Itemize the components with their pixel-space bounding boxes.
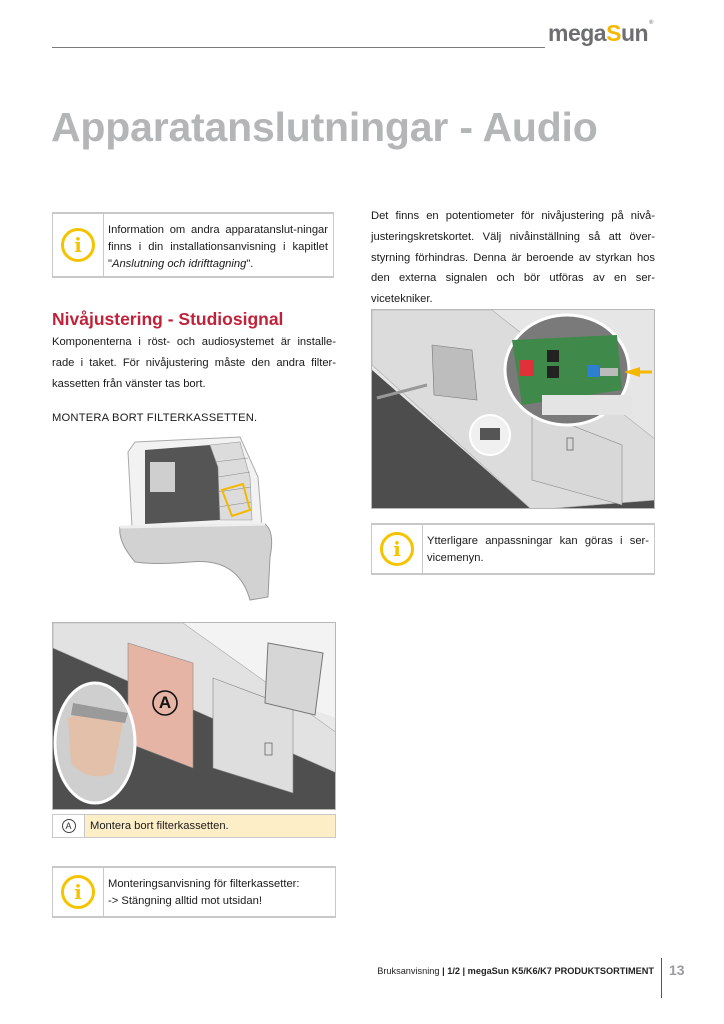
info-box-mounting bbox=[52, 866, 336, 918]
megasun-logo bbox=[548, 20, 653, 47]
footer-separator: | bbox=[459, 966, 468, 976]
info-text-line: -> Stängning alltid mot utsidan! bbox=[108, 895, 262, 907]
info-text-line: Monteringsanvisning för filterkassetter: bbox=[108, 878, 300, 890]
info-box-service-menu bbox=[371, 523, 655, 575]
console-illustration bbox=[110, 432, 280, 607]
info-text bbox=[104, 214, 334, 276]
page-title: Apparatanslutningar - Audio bbox=[51, 104, 598, 150]
footer-product: megaSun K5/K6/K7 PRODUKTSORTIMENT bbox=[467, 966, 654, 976]
page-number: 13 bbox=[669, 962, 685, 978]
legend-key-a: A bbox=[62, 819, 76, 833]
info-icon: i bbox=[61, 875, 95, 909]
info-icon: i bbox=[61, 228, 95, 262]
info-text-part: Information om andra apparatanslut-ningar finns i din installationsanvisning i kapitlet " bbox=[108, 224, 328, 270]
logo-text-un: un bbox=[620, 20, 649, 46]
footer-rule bbox=[661, 958, 662, 998]
header-rule bbox=[52, 47, 545, 48]
legend-key-cell bbox=[53, 815, 85, 837]
info-text bbox=[104, 868, 336, 916]
step-instruction: MONTERA BORT FILTERKASSETTEN. bbox=[52, 412, 258, 424]
level-circuit-board-illustration bbox=[371, 309, 655, 509]
section-body-text: Komponenterna i röst- och audiosystemet är installe-rade i taket. För nivåjustering måste den andra filter-kassetten från vänster tas bort. bbox=[52, 336, 336, 390]
chapter-reference: Anslutning och idrifttagning bbox=[111, 258, 247, 270]
info-icon-cell bbox=[371, 525, 423, 573]
logo-registered-mark: ® bbox=[649, 20, 653, 26]
legend-row bbox=[52, 814, 336, 838]
info-icon-cell bbox=[52, 214, 104, 276]
logo-text-s: S bbox=[606, 20, 621, 46]
info-text-part: ". bbox=[246, 258, 254, 270]
filter-cassette-illustration bbox=[52, 622, 336, 810]
footer-text bbox=[377, 966, 654, 976]
info-box-connections bbox=[52, 212, 334, 278]
section-heading: Nivåjustering - Studiosignal bbox=[52, 309, 284, 329]
logo-text-mega: mega bbox=[548, 20, 607, 46]
callout-label-a: A bbox=[158, 693, 172, 712]
info-icon-cell bbox=[52, 868, 104, 916]
legend-description: Montera bort filterkassetten. bbox=[85, 815, 335, 837]
footer-separator: | bbox=[439, 966, 448, 976]
footer-part: 1/2 bbox=[447, 966, 460, 976]
potentiometer-body-text: Det finns en potentiometer för nivåjustering på nivå-justeringskretskortet. Välj nivåinställning så att över-styrning förhindras. Denna är beroende av styrkan hos den externa signalen och bör utföras av en ser-vicetekniker. bbox=[371, 210, 655, 306]
footer-doc-name: Bruksanvisning bbox=[377, 966, 440, 976]
info-icon: i bbox=[380, 532, 414, 566]
info-text: Ytterligare anpassningar kan göras i ser-vicemenyn. bbox=[423, 525, 655, 573]
